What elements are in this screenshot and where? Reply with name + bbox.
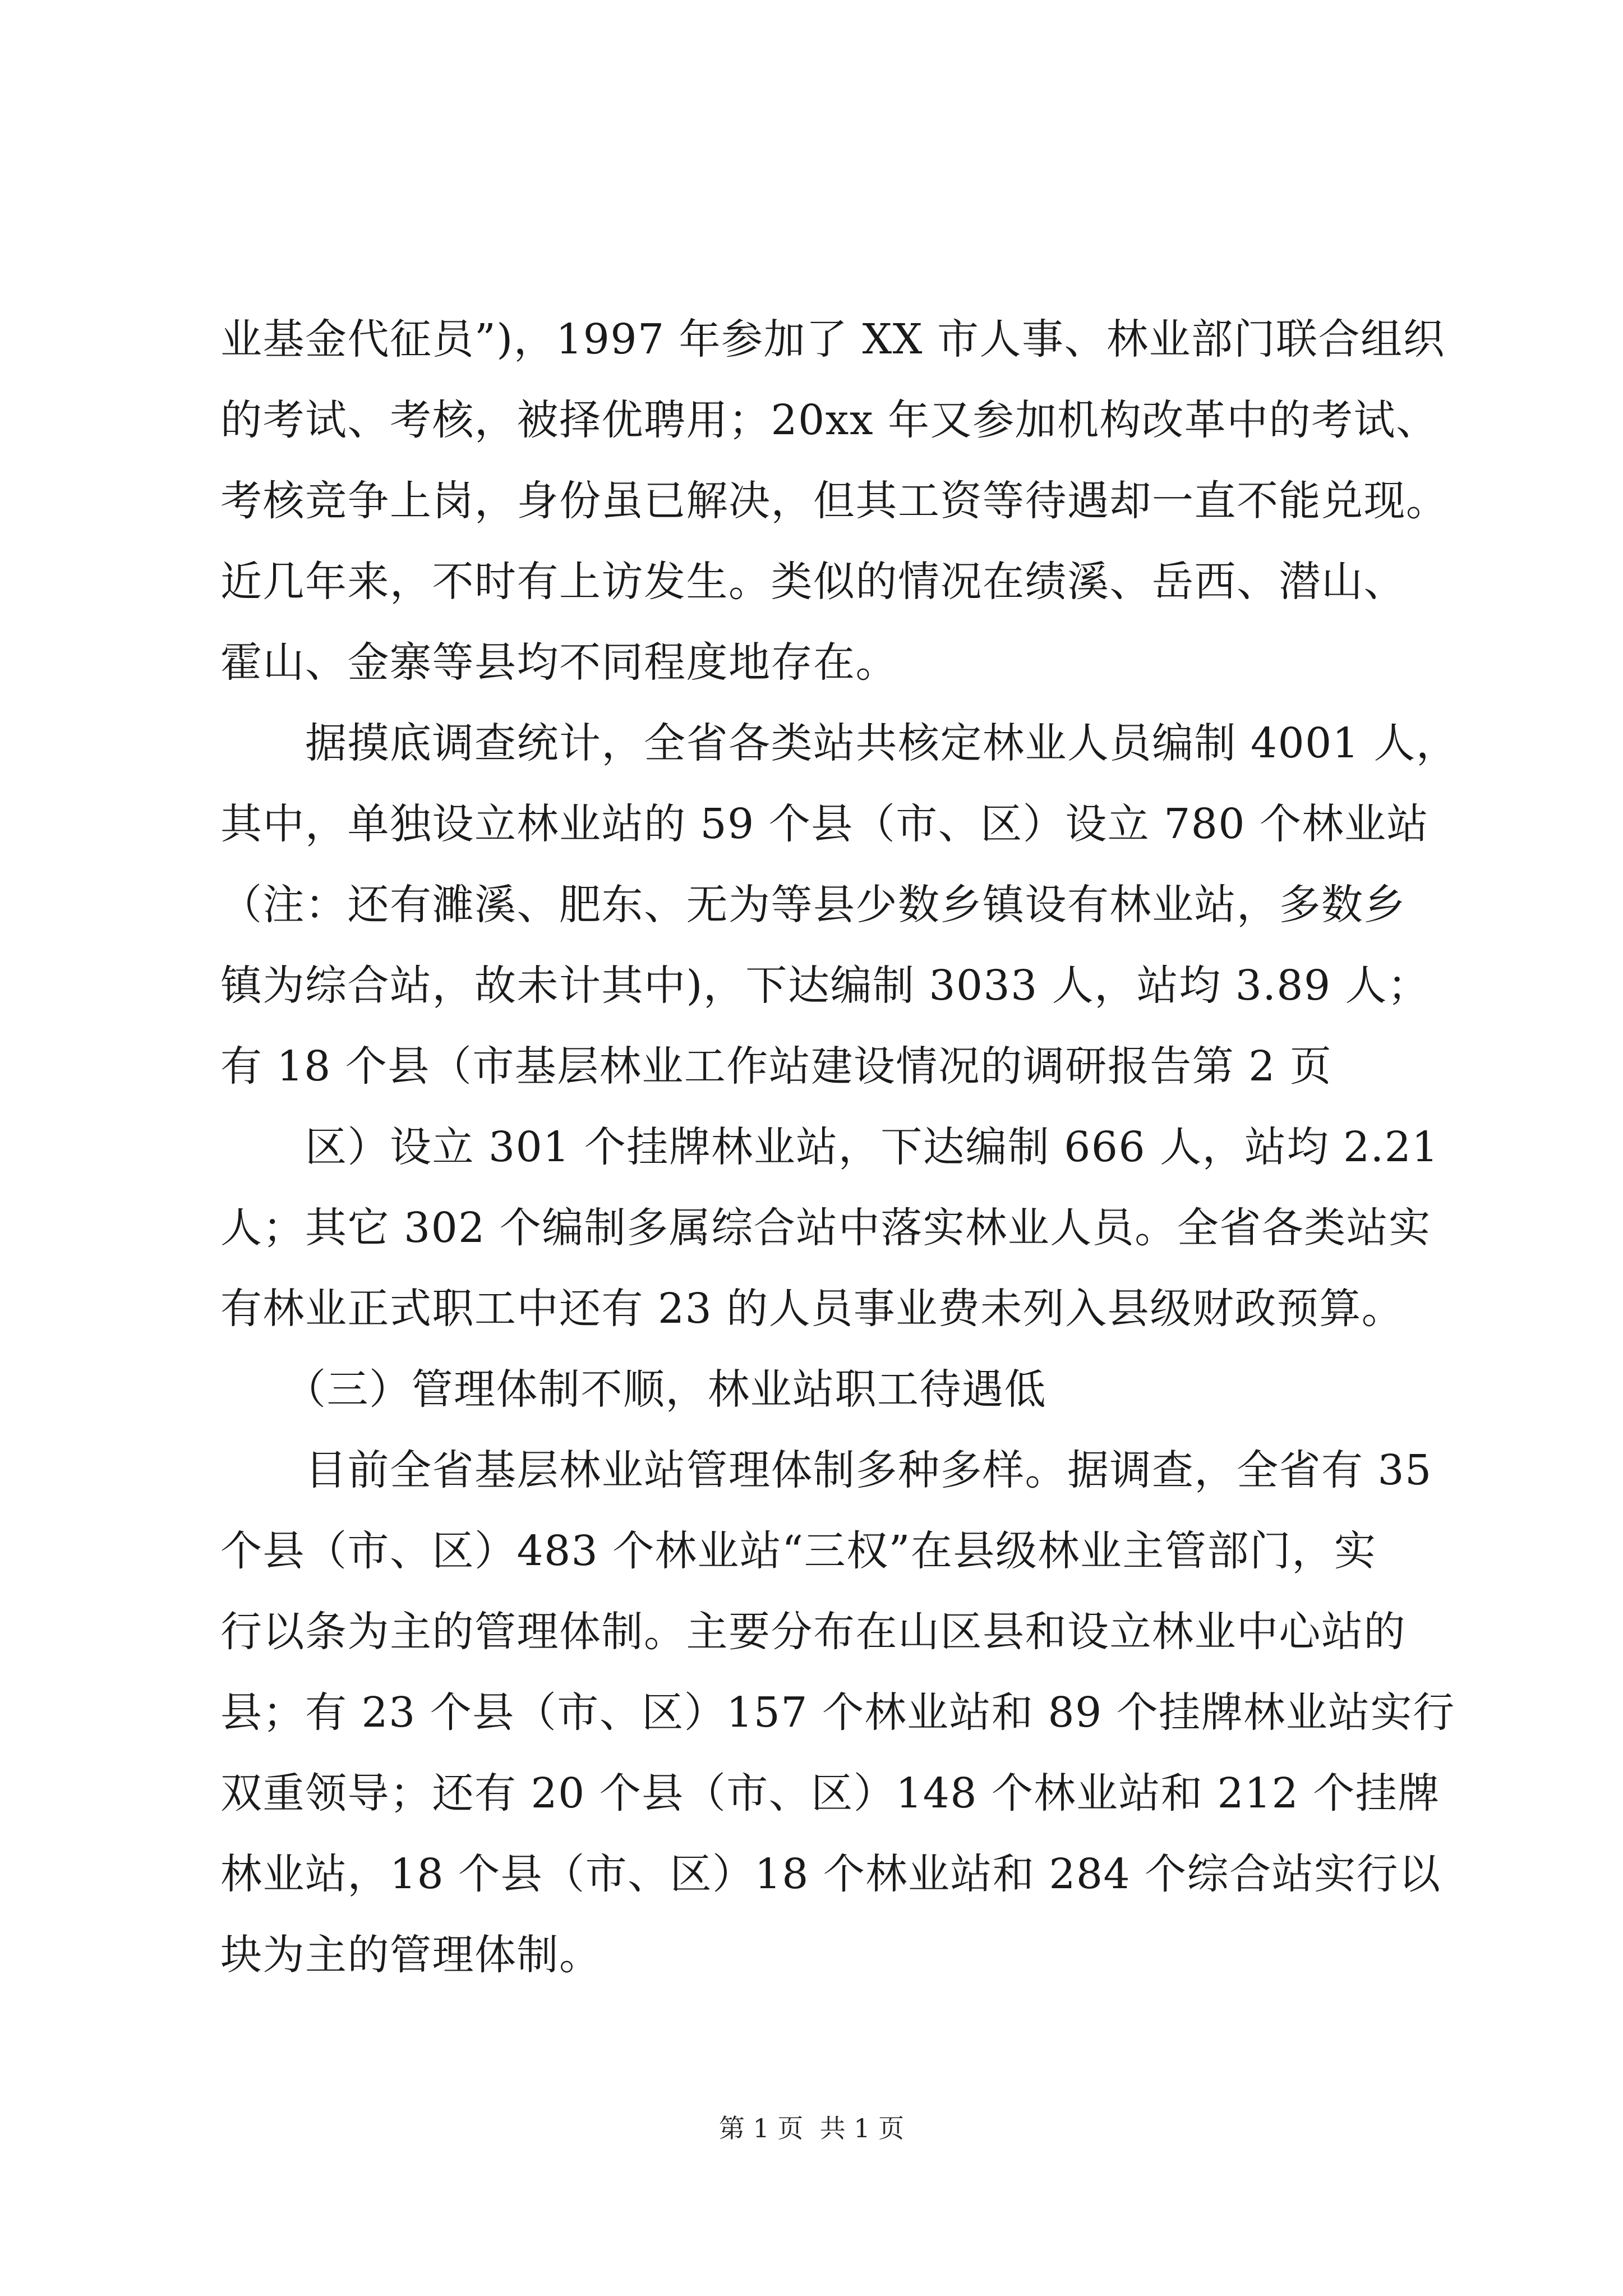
text-line: 目前全省基层林业站管理体制多种多样。据调查，全省有 35 — [220, 1446, 1432, 1494]
text-line: 行以条为主的管理体制。主要分布在山区县和设立林业中心站的 — [220, 1608, 1406, 1656]
text-line: 人；其它 302 个编制多属综合站中落实林业人员。全省各类站实 — [220, 1204, 1431, 1252]
page-footer: 第 1 页 共 1 页 — [718, 2113, 905, 2143]
text-line: 霍山、金寨等县均不同程度地存在。 — [220, 638, 898, 687]
text-line: 其中，单独设立林业站的 59 个县（市、区）设立 780 个林业站 — [220, 800, 1429, 848]
text-line: 个县（市、区）483 个林业站“三权”在县级林业主管部门，实 — [220, 1527, 1377, 1575]
text-line: 块为主的管理体制。 — [220, 1931, 602, 1979]
text-line: 有林业正式职工中还有 23 的人员事业费未列入县级财政预算。 — [220, 1285, 1404, 1333]
text-line: 镇为综合站，故未计其中)，下达编制 3033 人，站均 3.89 人； — [220, 961, 1430, 1010]
text-line: 近几年来，不时有上访发生。类似的情况在绩溪、岳西、潜山、 — [220, 558, 1406, 606]
text-line: 林业站，18 个县（市、区）18 个林业站和 284 个综合站实行以 — [220, 1850, 1441, 1898]
text-line: 区）设立 301 个挂牌林业站，下达编制 666 人，站均 2.21 — [220, 1123, 1439, 1171]
text-line: 考核竞争上岗，身份虽已解决，但其工资等待遇却一直不能兑现。 — [220, 477, 1449, 525]
section-heading: （三）管理体制不顺，林业站职工待遇低 — [220, 1365, 1046, 1414]
text-line: 据摸底调查统计，全省各类站共核定林业人员编制 4001 人， — [220, 719, 1459, 767]
text-line: （注：还有濉溪、肥东、无为等县少数乡镇设有林业站，多数乡 — [220, 881, 1406, 929]
text-line: 业基金代征员”)，1997 年参加了 XX 市人事、林业部门联合组织 — [220, 315, 1445, 364]
text-line: 有 18 个县（市基层林业工作站建设情况的调研报告第 2 页 — [220, 1042, 1332, 1091]
text-line: 的考试、考核，被择优聘用；20xx 年又参加机构改革中的考试、 — [220, 396, 1438, 444]
text-line: 县；有 23 个县（市、区）157 个林业站和 89 个挂牌林业站实行 — [220, 1688, 1455, 1737]
text-line: 双重领导；还有 20 个县（市、区）148 个林业站和 212 个挂牌 — [220, 1769, 1440, 1818]
